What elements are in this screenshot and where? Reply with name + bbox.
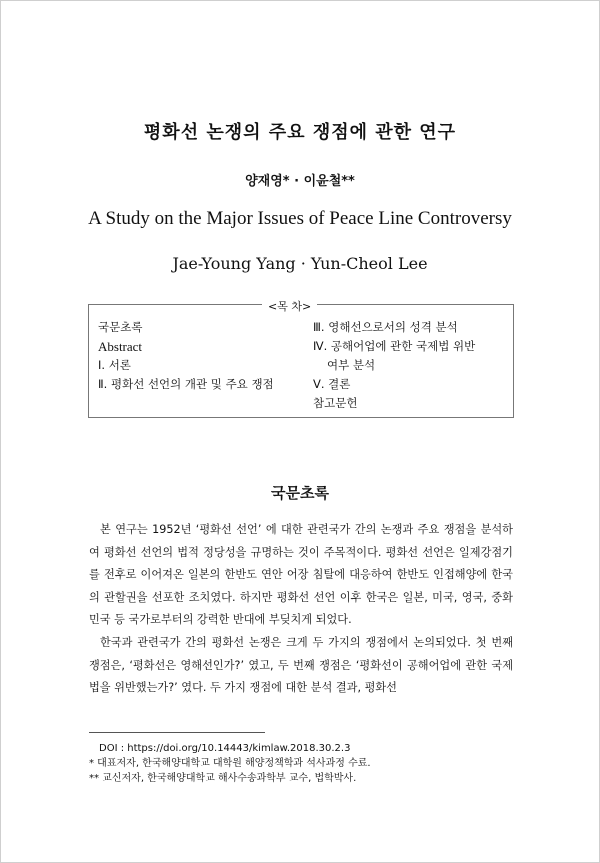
paragraph: 본 연구는 1952년 ‘평화선 선언’ 에 대한 관련국가 간의 논쟁과 주요 쟁점을 분석하여 평화선 선언의 법적 정당성을 규명하는 것이 주목적이다. 평화선 선언은 일제강점기를 전후로 이어져온 일본의 한반도 연안 어장 침탈에 대응하여 한반도 인접해양에 한국의 관할권을 선포한 조치였다. 하지만 평화선 선언 이후 한국은 일본, 미국, 영국, 중화민국 등 국가로부터의 강력한 반대에 부딪치게 되었다. bbox=[89, 523, 513, 627]
authors-english: Jae-Young Yang · Yun-Cheol Lee bbox=[172, 254, 428, 273]
toc-item-section-3: Ⅲ. 영해선으로서의 성격 분석 bbox=[313, 320, 458, 334]
toc-item-section-4: Ⅳ. 공해어업에 관한 국제법 위반 bbox=[313, 339, 476, 353]
footnote-author-1: * 대표저자, 한국해양대학교 대학원 해양정책학과 석사과정 수료. bbox=[89, 758, 371, 769]
abstract-body bbox=[89, 519, 513, 700]
paper-title-english: A Study on the Major Issues of Peace Line Controversy bbox=[88, 208, 512, 229]
abstract-heading: 국문초록 bbox=[271, 484, 329, 502]
paragraph: 한국과 관련국가 간의 평화선 논쟁은 크게 두 가지의 쟁점에서 논의되었다. 첫 번째 쟁점은, ‘평화선은 영해선인가?’ 였고, 두 번째 쟁점은 ‘평화선이 공해어업에 관한 국제법을 위반했는가?’ 였다. 두 가지 쟁점에 대한 분석 결과, 평화선 bbox=[89, 635, 513, 695]
toc-right-column bbox=[313, 318, 475, 413]
toc-item-introduction: Ⅰ. 서론 bbox=[98, 358, 131, 372]
footnote-divider bbox=[89, 732, 265, 733]
toc-item-section-4-cont: 여부 분석 bbox=[327, 358, 376, 372]
toc-item-korean-abstract: 국문초록 bbox=[98, 320, 143, 334]
doi-link[interactable]: DOI : https://doi.org/10.14443/kimlaw.2018.30.2.3 bbox=[99, 743, 351, 754]
footnotes bbox=[89, 741, 519, 786]
toc-item-abstract: Abstract bbox=[98, 339, 143, 354]
toc-heading: <목 차> bbox=[262, 298, 317, 314]
toc-item-conclusion: Ⅴ. 결론 bbox=[313, 377, 351, 391]
paper-title-korean: 평화선 논쟁의 주요 쟁점에 관한 연구 bbox=[143, 122, 457, 143]
footnote-author-2: ** 교신저자, 한국해양대학교 해사수송과학부 교수, 법학박사. bbox=[89, 773, 357, 784]
authors-korean: 양재영* · 이윤철** bbox=[245, 174, 355, 189]
toc-left-column bbox=[98, 318, 274, 394]
toc-item-references: 참고문헌 bbox=[313, 396, 358, 410]
toc-item-section-2: Ⅱ. 평화선 선언의 개관 및 주요 쟁점 bbox=[98, 377, 274, 391]
